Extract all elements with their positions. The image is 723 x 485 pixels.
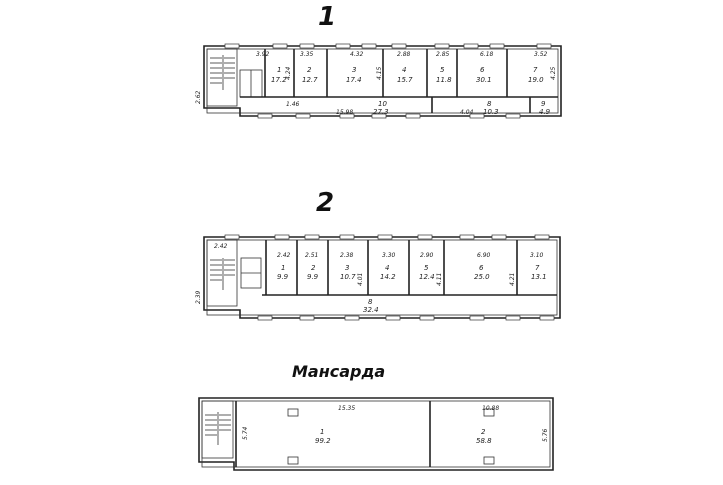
floor-2-dim-top: 3.30 — [382, 252, 396, 259]
floor-2-room-number: 7 — [535, 264, 540, 272]
attic-room-number: 1 — [320, 428, 325, 436]
floor-2-room-area: 14.2 — [380, 273, 396, 281]
floor-2-room-number: 2 — [311, 264, 316, 272]
attic-room-number: 2 — [481, 428, 486, 436]
floor-2-room-area: 9.9 — [277, 273, 289, 281]
floor-2-dim-top: 2.51 — [305, 252, 319, 259]
attic-room-area: 58.8 — [476, 437, 492, 445]
floor-1-room-area: 30.1 — [476, 76, 492, 84]
floor-1-room-area: 11.8 — [436, 76, 452, 84]
attic-dim-top: 10.88 — [482, 405, 500, 412]
floor-2-dim-top: 2.42 — [277, 252, 291, 259]
floor-1-dim-top: 3.92 — [256, 51, 270, 58]
floor-2-room-number: 3 — [345, 264, 350, 272]
floor-1-plan — [195, 44, 561, 118]
attic-stair-treads — [205, 412, 231, 445]
floor-1-dim-top: 2.88 — [397, 51, 411, 58]
floor-2-dim-top: 2.38 — [340, 252, 354, 259]
floor-1-room-number: 1 — [277, 66, 282, 74]
attic-side-dim: 5.76 — [542, 428, 549, 442]
floor-1-side-dim: 1.46 — [286, 101, 300, 108]
attic-stair — [202, 401, 233, 458]
attic-skylight — [484, 457, 494, 464]
floor-2-dim-top: 3.10 — [530, 252, 544, 259]
floor-1-dim: 15.98 — [336, 109, 354, 116]
floor-1-room-number: 4 — [402, 66, 407, 74]
floor-1-room-area: 12.7 — [302, 76, 318, 84]
floor-2-title: 2 — [316, 188, 335, 218]
floor-2-side-dim: 4.01 — [357, 272, 364, 286]
floor-2-stair-treads — [210, 258, 235, 290]
floor-2-dim-top: 2.90 — [420, 252, 434, 259]
attic-skylight — [288, 457, 298, 464]
floor-2-room-area: 32.4 — [363, 306, 379, 314]
floor-1-room-number: 2 — [307, 66, 312, 74]
floor-1-dim: 4.04 — [460, 109, 474, 116]
floor-1-dim-top: 3.35 — [300, 51, 314, 58]
floor-1-room-area: 10.3 — [483, 108, 499, 116]
floor-2-room-number: 5 — [424, 264, 429, 272]
floor-2-room-area: 9.9 — [307, 273, 319, 281]
floor-1-side-dim: 4.15 — [376, 66, 383, 80]
attic-room-area: 99.2 — [315, 437, 331, 445]
floor-2-room-number: 4 — [385, 264, 390, 272]
floor-1-title: 1 — [318, 2, 337, 32]
floor-1-room-area: 27.3 — [373, 108, 389, 116]
floor-1-room-number: 10 — [378, 100, 387, 108]
floor-2-side-dim: 4.11 — [436, 272, 443, 286]
floor-2-side-dim: 4.21 — [509, 272, 516, 286]
floor-2-dim-top: 2.42 — [214, 243, 228, 250]
floor-2-dim-top: 6.90 — [477, 252, 491, 259]
floor-2-room-area: 10.7 — [340, 273, 356, 281]
floor-1-stair-treads — [210, 55, 235, 90]
floor-1-dim-top: 3.52 — [534, 51, 548, 58]
floor-2-room-number: 8 — [368, 298, 373, 306]
attic-skylight — [288, 409, 298, 416]
floor-1-room-area: 19.0 — [528, 76, 544, 84]
floor-1-dim-top: 4.32 — [350, 51, 364, 58]
floor-2-room-area: 13.1 — [531, 273, 547, 281]
floor-1-stair — [207, 49, 237, 106]
floor-2-room-number: 6 — [479, 264, 484, 272]
attic-plan — [199, 398, 553, 470]
floor-2-room-number: 1 — [281, 264, 286, 272]
floor-1-room-area: 15.7 — [397, 76, 413, 84]
floor-2-room-area: 25.0 — [474, 273, 490, 281]
floor-1-room-area: 4.9 — [539, 108, 551, 116]
floor-1-side-dim: 2.62 — [195, 90, 202, 104]
floor-2-room-area: 12.4 — [419, 273, 435, 281]
floor-1-side-dim: 4.25 — [550, 66, 557, 80]
floor-1-room-number: 5 — [440, 66, 445, 74]
floor-2-plan — [195, 235, 560, 320]
floor-1-room-area: 17.4 — [346, 76, 362, 84]
floor-1-room-area: 17.2 — [271, 76, 287, 84]
floor-1-room-number: 6 — [480, 66, 485, 74]
floor-2-side-dim: 2.39 — [195, 290, 202, 304]
floor-1-dim-top: 2.85 — [436, 51, 450, 58]
floor-1-room-number: 7 — [533, 66, 538, 74]
floor-1-room-number: 8 — [487, 100, 492, 108]
attic-title: Мансарда — [292, 362, 386, 381]
attic-side-dim: 5.74 — [242, 426, 249, 440]
floor-1-side-dim: 4.24 — [285, 66, 292, 80]
floor-1-room-number: 3 — [352, 66, 357, 74]
floor-1-dim-top: 6.18 — [480, 51, 494, 58]
attic-outline — [199, 398, 553, 470]
attic-dim-top: 15.35 — [338, 405, 356, 412]
floor-1-room-number: 9 — [541, 100, 546, 108]
